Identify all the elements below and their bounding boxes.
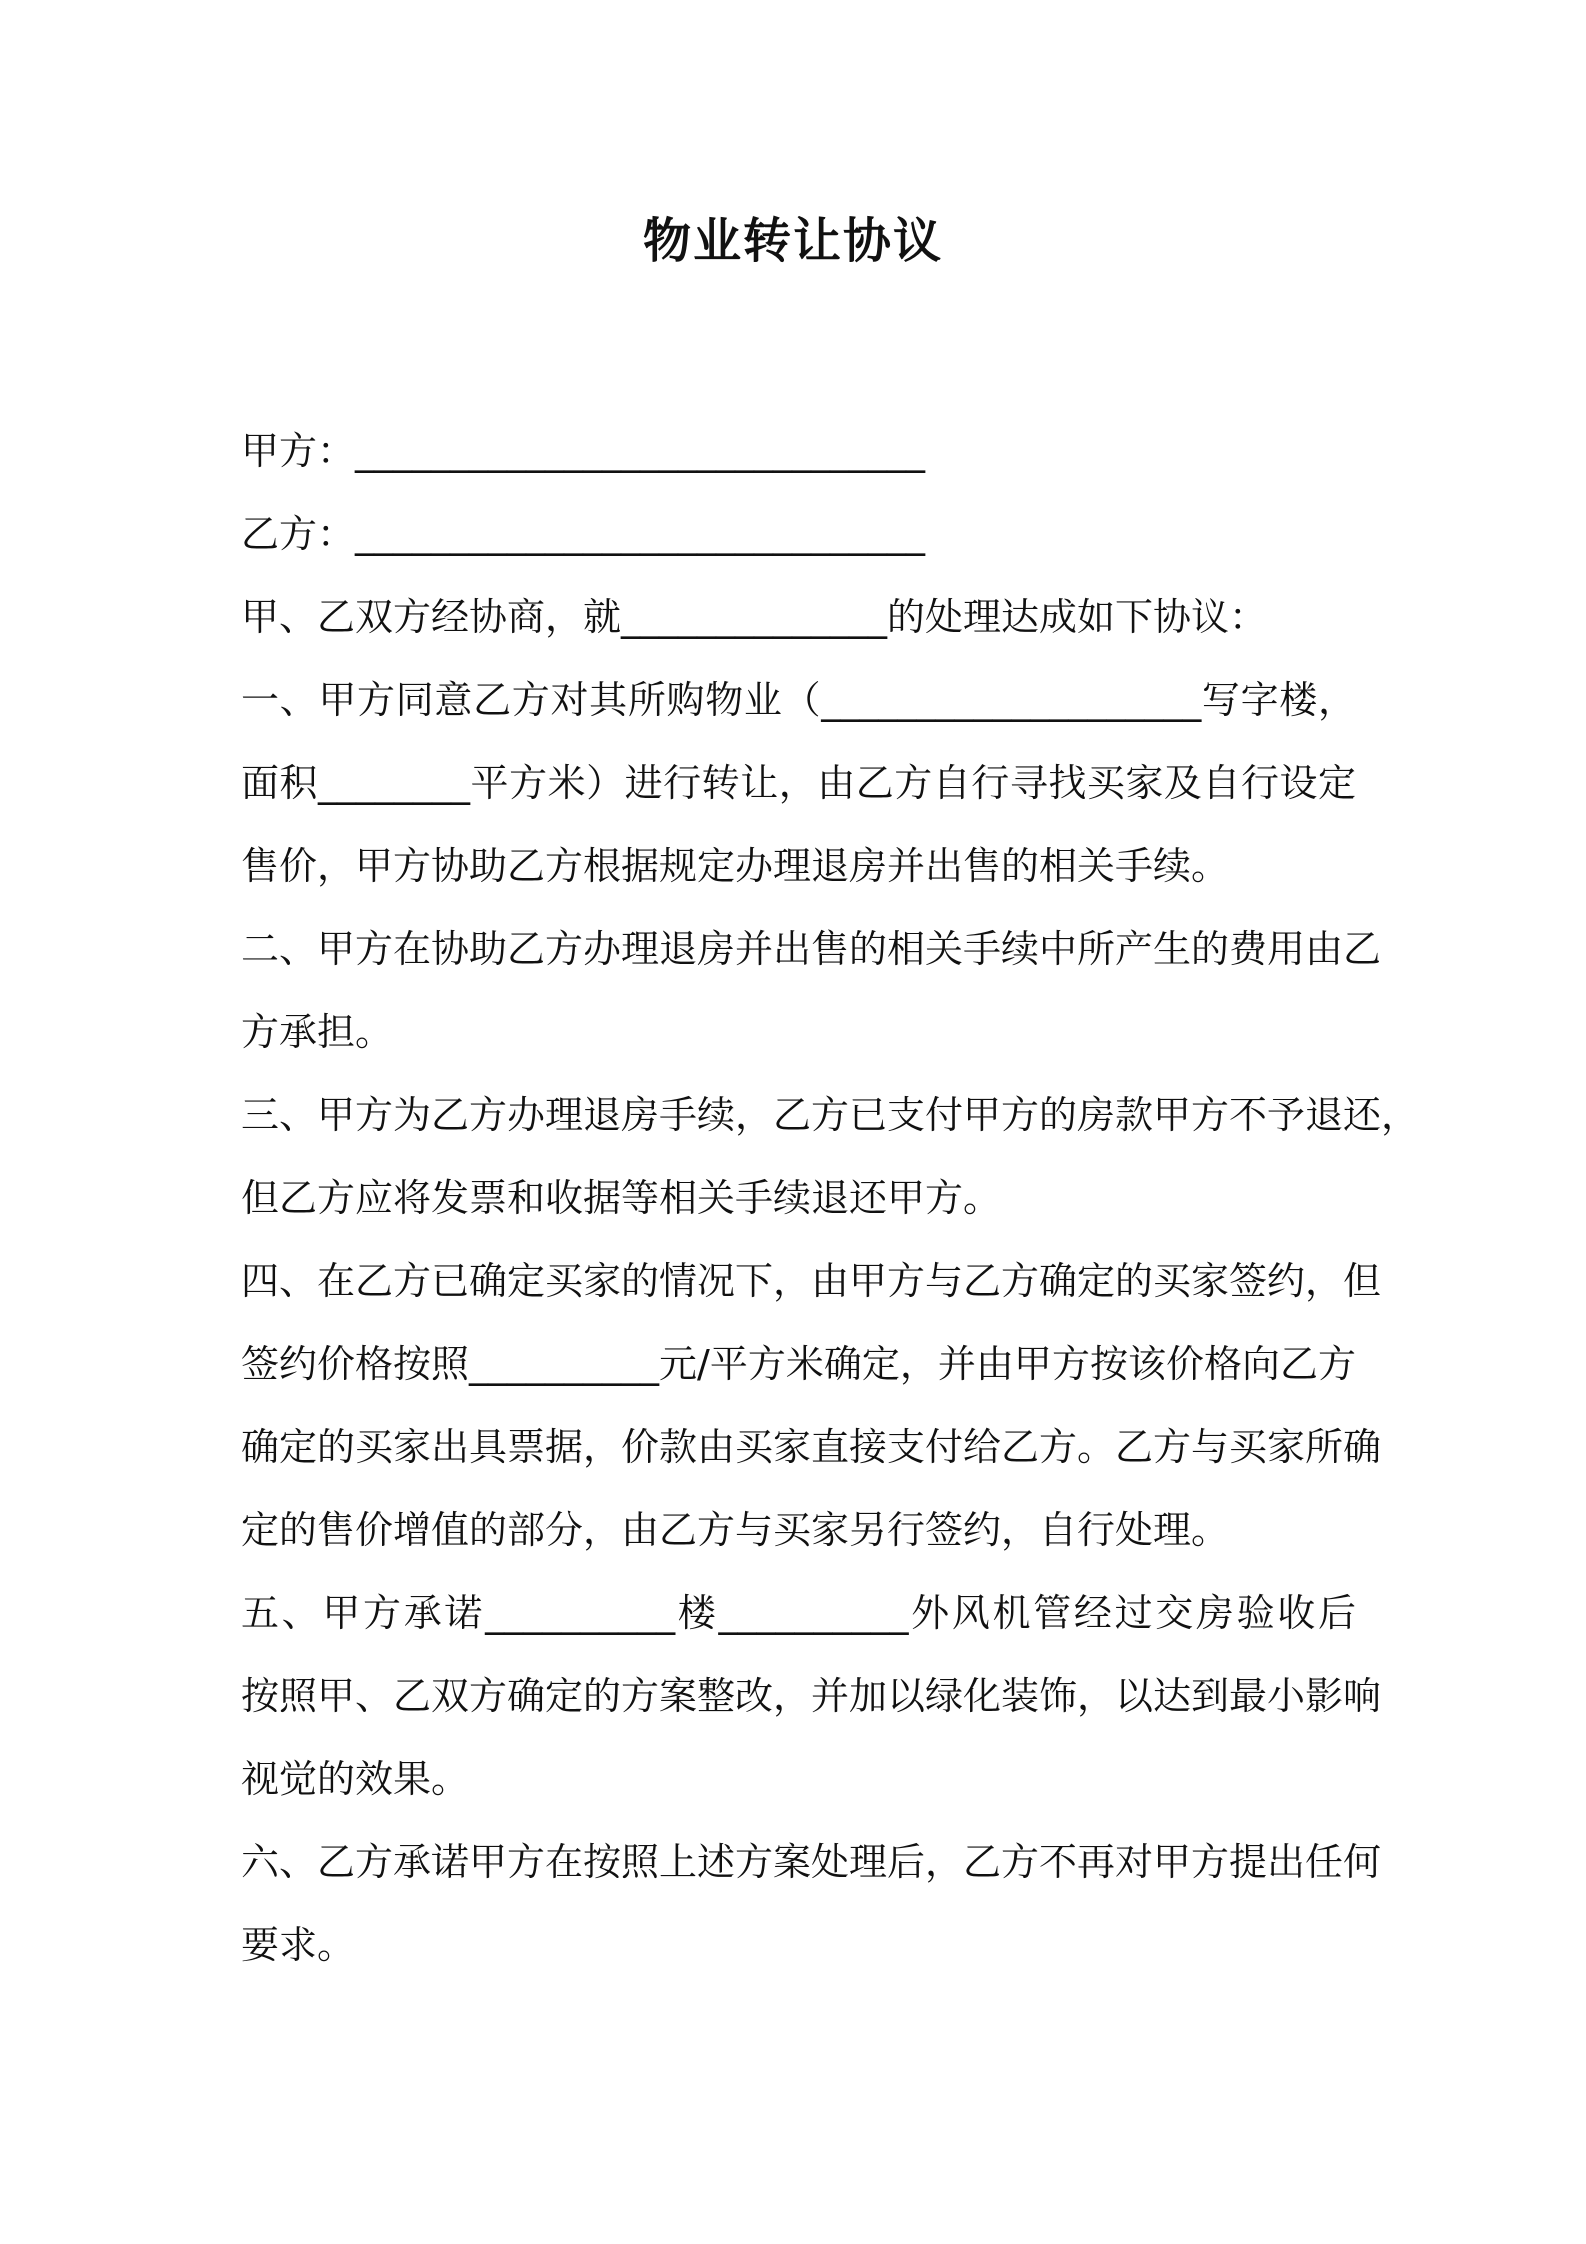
clause-3-line-2: 但乙方应将发票和收据等相关手续退还甲方。 xyxy=(241,1176,1002,1220)
clause-6-line-1: 六、乙方承诺甲方在按照上述方案处理后，乙方不再对甲方提出任何 xyxy=(241,1840,1382,1884)
party-a-line: 甲方：______________________________ xyxy=(241,429,926,473)
clause-1-line-1: 一、甲方同意乙方对其所购物业（____________________写字楼， xyxy=(241,678,1356,722)
preamble-line: 甲、乙双方经协商，就______________的处理达成如下协议： xyxy=(241,595,1268,639)
clause-5-line-2: 按照甲、乙双方确定的方案整改，并加以绿化装饰，以达到最小影响 xyxy=(241,1674,1382,1718)
clause-3-line-1: 三、甲方为乙方办理退房手续，乙方已支付甲方的房款甲方不予退还， xyxy=(241,1093,1420,1137)
document-body xyxy=(241,410,1420,1987)
clause-4-line-1: 四、在乙方已确定买家的情况下，由甲方与乙方确定的买家签约，但 xyxy=(241,1259,1382,1303)
clause-5-line-3: 视觉的效果。 xyxy=(241,1757,470,1801)
clause-4-line-4: 定的售价增值的部分，由乙方与买家另行签约，自行处理。 xyxy=(241,1508,1230,1552)
clause-2-line-1: 二、甲方在协助乙方办理退房并出售的相关手续中所产生的费用由乙 xyxy=(241,927,1382,971)
document-title: 物业转让协议 xyxy=(642,213,943,269)
clause-1-line-2: 面积________平方米）进行转让，由乙方自行寻找买家及自行设定 xyxy=(241,761,1356,805)
clause-6-line-2: 要求。 xyxy=(241,1923,356,1967)
clause-1-line-3: 售价，甲方协助乙方根据规定办理退房并出售的相关手续。 xyxy=(241,844,1230,888)
clause-4-line-2: 签约价格按照__________元/平方米确定，并由甲方按该价格向乙方 xyxy=(241,1342,1356,1386)
clause-4-line-3: 确定的买家出具票据，价款由买家直接支付给乙方。乙方与买家所确 xyxy=(241,1425,1382,1469)
clause-2-line-2: 方承担。 xyxy=(241,1010,394,1054)
party-b-line: 乙方：______________________________ xyxy=(241,512,926,556)
clause-5-line-1: 五、甲方承诺__________楼__________外风机管经过交房验收后 xyxy=(241,1591,1356,1635)
